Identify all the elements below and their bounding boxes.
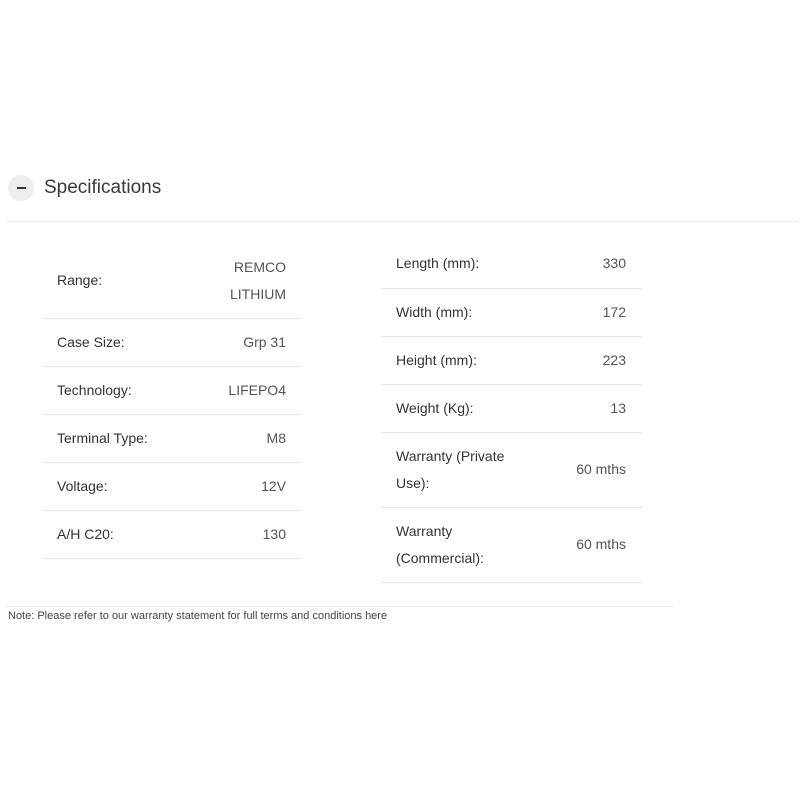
- spec-label: [381, 432, 552, 507]
- spec-row-terminal-type: [42, 414, 302, 462]
- spec-label: Length (mm):: [381, 240, 552, 288]
- section-title: Specifications: [44, 177, 162, 198]
- spec-value: LIFEPO4: [213, 366, 302, 414]
- minus-icon: [17, 187, 26, 189]
- spec-value-line: LITHIUM: [230, 285, 286, 302]
- spec-value: 12V: [213, 462, 302, 510]
- spec-label-line: (Commercial):: [396, 549, 484, 566]
- spec-label: Voltage:: [42, 462, 213, 510]
- spec-label-line: Warranty: [396, 522, 453, 539]
- warranty-note: [8, 608, 387, 624]
- spec-row-case-size: [42, 318, 302, 366]
- collapse-toggle-button[interactable]: [8, 175, 34, 201]
- spec-row-range: [42, 244, 302, 318]
- spec-label: A/H C20:: [42, 510, 213, 558]
- specifications-accordion-header[interactable]: [6, 170, 798, 222]
- spec-row-width: [381, 288, 642, 336]
- spec-row-height: [381, 336, 642, 384]
- spec-row-voltage: [42, 462, 302, 510]
- spec-value: 13: [552, 384, 642, 432]
- spec-row-technology: [42, 366, 302, 414]
- spec-value: 60 mths: [552, 507, 642, 582]
- spec-value: [213, 244, 302, 318]
- spec-row-weight: [381, 384, 642, 432]
- spec-row-warranty-commercial: [381, 507, 642, 582]
- spec-label: Case Size:: [42, 318, 213, 366]
- spec-row-warranty-private: [381, 432, 642, 507]
- spec-label: Width (mm):: [381, 288, 552, 336]
- spec-value: 172: [552, 288, 642, 336]
- spec-label: Terminal Type:: [42, 414, 213, 462]
- spec-table-right: [381, 240, 642, 583]
- spec-label: Technology:: [42, 366, 213, 414]
- spec-row-length: [381, 240, 642, 288]
- spec-label: Range:: [42, 244, 213, 318]
- spec-label: Weight (Kg):: [381, 384, 552, 432]
- spec-value: 223: [552, 336, 642, 384]
- spec-value: Grp 31: [213, 318, 302, 366]
- spec-value-line: REMCO: [233, 258, 286, 275]
- spec-row-ah-c20: [42, 510, 302, 558]
- spec-label-line: Warranty (Private: [396, 447, 505, 464]
- spec-value: 60 mths: [552, 432, 642, 507]
- spec-value: 130: [213, 510, 302, 558]
- warranty-terms-link[interactable]: here: [365, 610, 388, 622]
- spec-table-left: [42, 244, 302, 559]
- spec-value: M8: [213, 414, 302, 462]
- warranty-note-text: Note: Please refer to our warranty statement for full terms and conditions: [8, 610, 362, 622]
- note-divider: [6, 606, 674, 607]
- spec-label-line: Use):: [396, 474, 430, 491]
- spec-label: Height (mm):: [381, 336, 552, 384]
- spec-label: [381, 507, 552, 582]
- spec-value: 330: [552, 240, 642, 288]
